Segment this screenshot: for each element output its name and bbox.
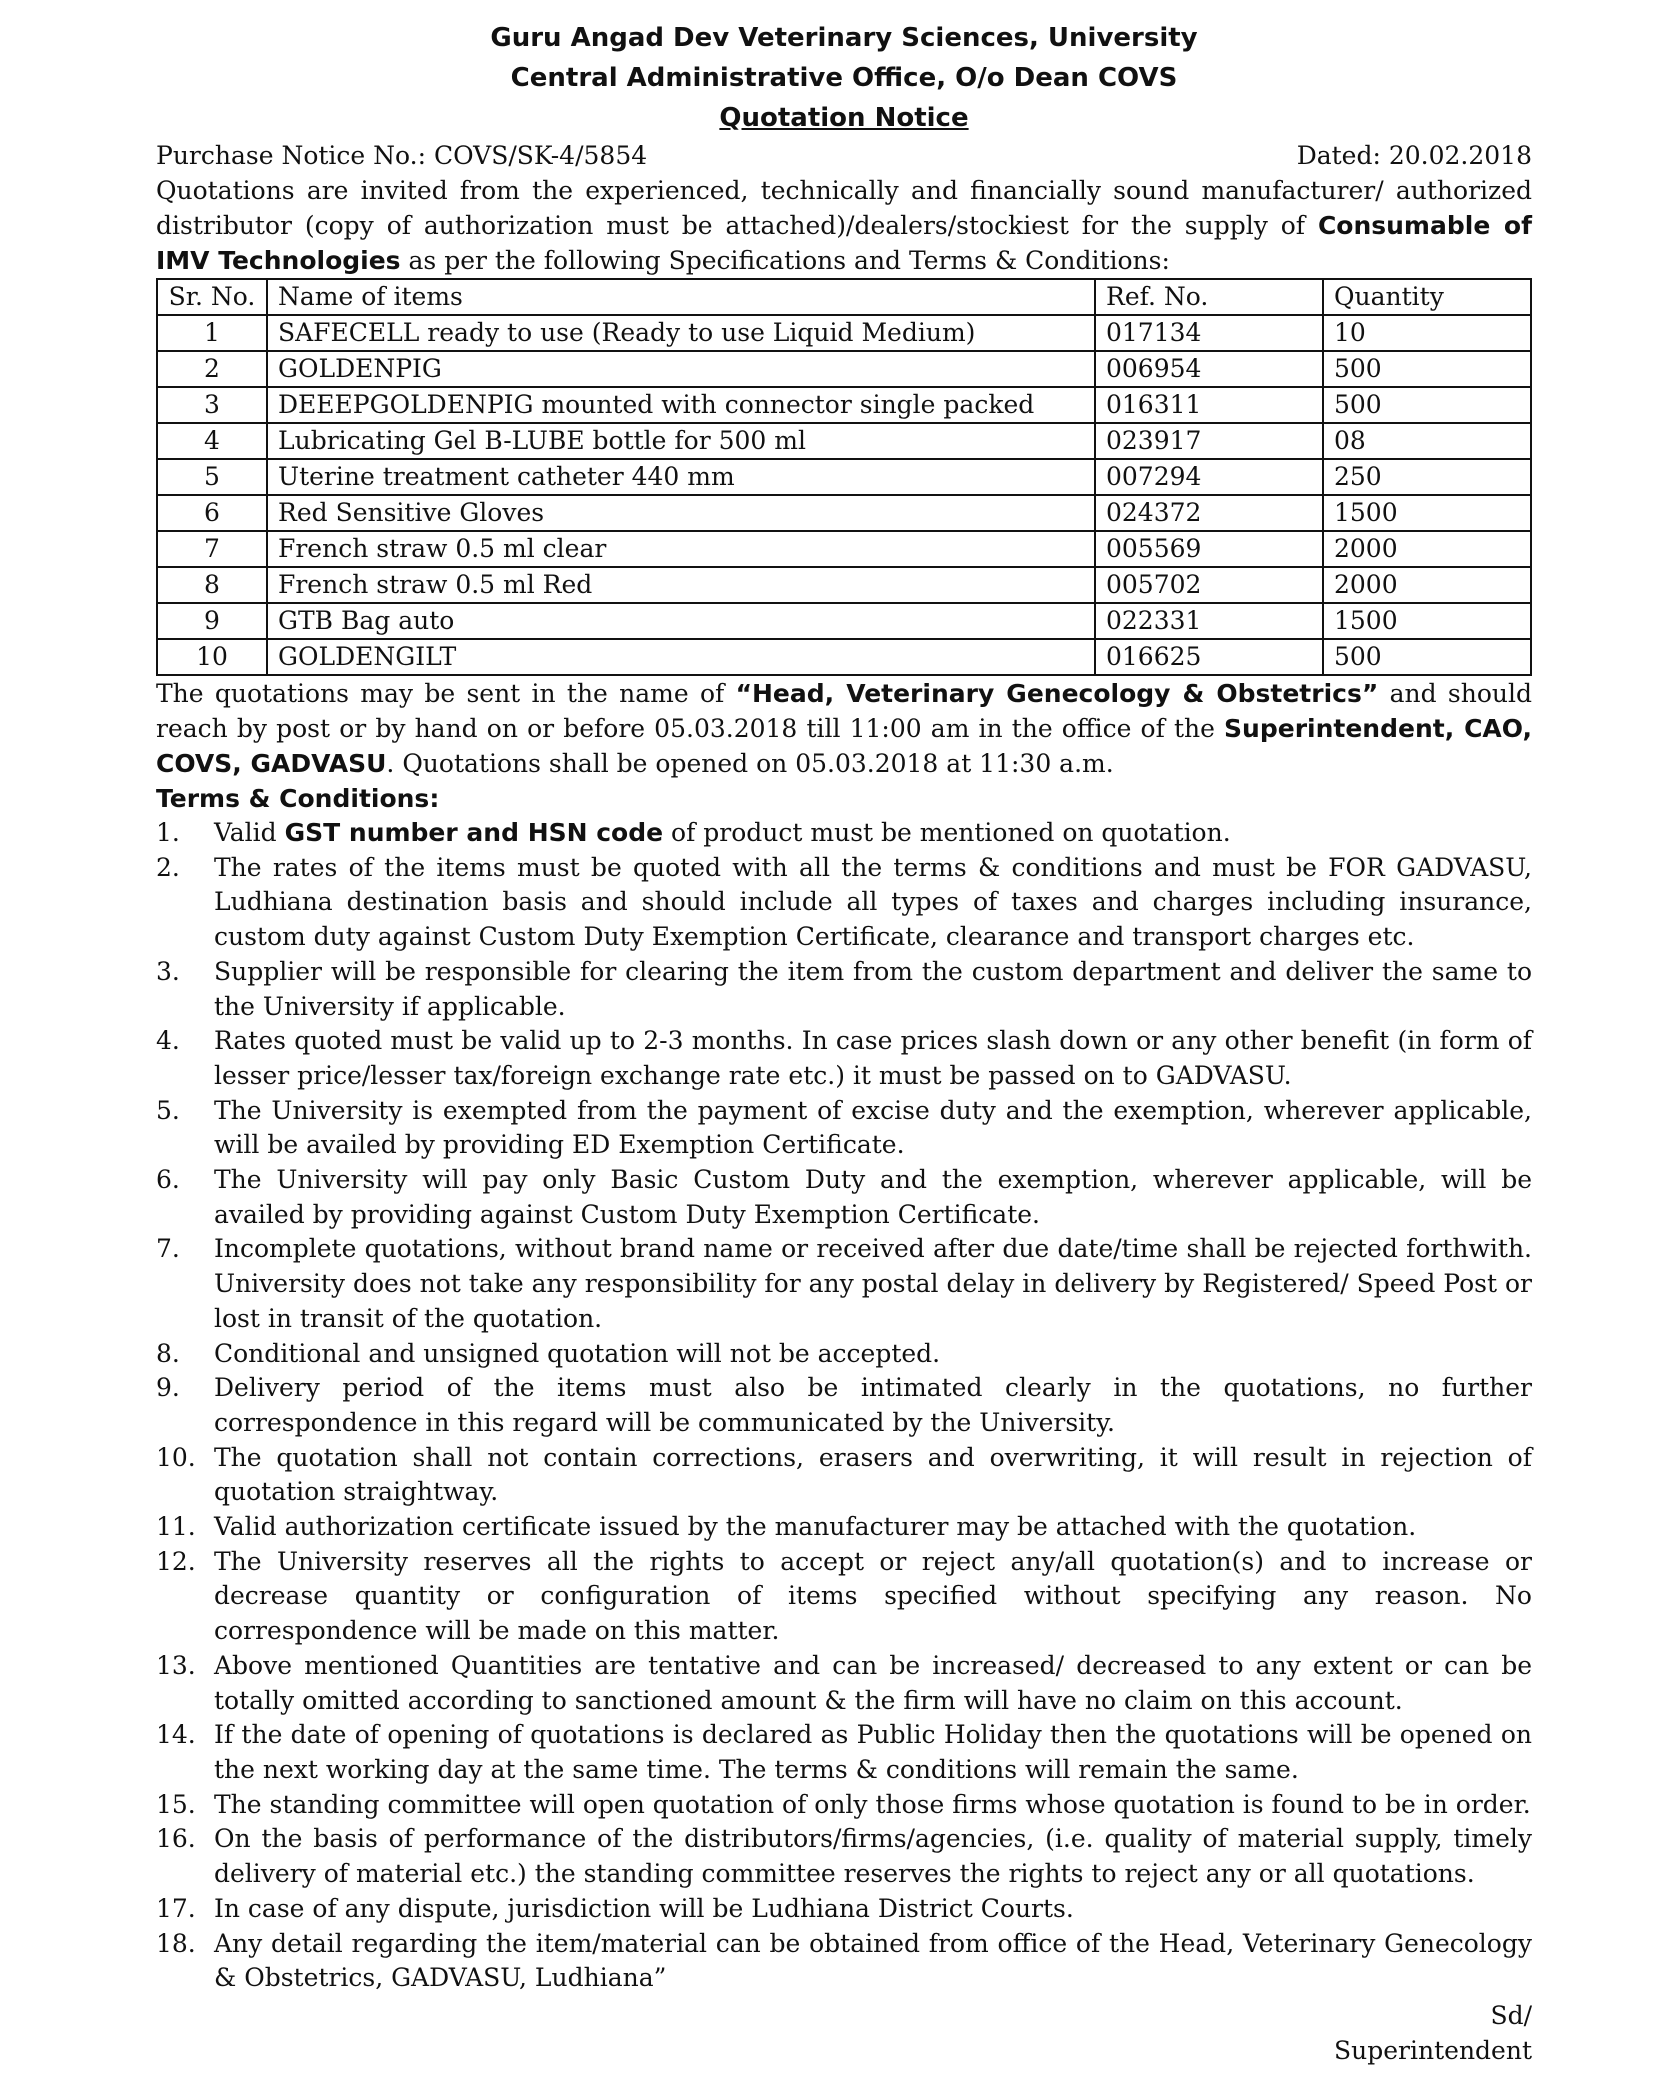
office-name: Central Administrative Office, O/o Dean COVS (510, 63, 1178, 93)
term-number: 13. (156, 1650, 196, 1680)
notice-meta (156, 138, 1532, 173)
term-number: 5. (156, 1095, 180, 1125)
header-quantity: Quantity (1323, 279, 1531, 315)
items-body (157, 315, 1531, 675)
term-text (214, 851, 1532, 955)
term-item (156, 1718, 1532, 1787)
cell-ref-no: 016625 (1095, 639, 1323, 675)
cell-quantity: 08 (1323, 423, 1531, 459)
term-text (214, 1163, 1532, 1232)
term-number: 11. (156, 1512, 196, 1542)
term-item (156, 1371, 1532, 1440)
cell-sr-no: 5 (157, 459, 267, 495)
term-number: 9. (156, 1373, 180, 1403)
term-number: 1. (156, 818, 180, 847)
term-item (156, 1788, 1532, 1823)
term-item (156, 1232, 1532, 1336)
term-number: 17. (156, 1893, 196, 1923)
term-text (214, 1718, 1532, 1787)
term-text-pre: The quotation shall not contain corrections, erasers and overwriting, it will result in rejection of quotation straightway. (214, 1442, 1532, 1507)
term-text-pre: Delivery period of the items must also be intimated clearly in the quotations, no further correspondence in this regard will be communicated by the University. (214, 1373, 1532, 1437)
cell-quantity: 2000 (1323, 531, 1531, 567)
term-text-pre: Incomplete quotations, without brand name or received after due date/time shall be rejected forthwith. University does not take any responsibility for any postal delay in delivery by Registered/ Speed Post or lost in transit of the quotation. (214, 1234, 1532, 1333)
term-number: 16. (156, 1824, 196, 1854)
term-number: 4. (156, 1026, 180, 1056)
cell-item-name: SAFECELL ready to use (Ready to use Liquid Medium) (267, 315, 1095, 351)
term-text (214, 1024, 1532, 1093)
cell-sr-no: 4 (157, 423, 267, 459)
term-item (156, 1441, 1532, 1510)
term-number: 18. (156, 1928, 196, 1958)
cell-ref-no: 005702 (1095, 567, 1323, 603)
cell-ref-no: 016311 (1095, 387, 1323, 423)
term-text-pre: The University is exempted from the payment of excise duty and the exemption, wherever applicable, will be availed by providing ED Exemption Certificate. (214, 1095, 1532, 1160)
cell-ref-no: 022331 (1095, 603, 1323, 639)
cell-sr-no: 7 (157, 531, 267, 567)
term-item (156, 1337, 1532, 1372)
term-number: 8. (156, 1338, 180, 1368)
term-item (156, 1024, 1532, 1093)
signature-block (156, 1998, 1532, 2068)
table-row (157, 387, 1531, 423)
term-text (214, 1892, 1532, 1927)
term-number: 3. (156, 956, 180, 986)
cell-sr-no: 6 (157, 495, 267, 531)
submission-text-3: . Quotations shall be opened on 05.03.2018 at 11:30 a.m. (386, 749, 1114, 778)
term-number: 12. (156, 1546, 196, 1576)
cell-item-name: DEEEPGOLDENPIG mounted with connector single packed (267, 387, 1095, 423)
term-number: 7. (156, 1234, 180, 1264)
items-table (156, 278, 1532, 676)
term-text-pre: Above mentioned Quantities are tentative and can be increased/ decreased to any extent or can be totally omitted according to sanctioned amount & the firm will have no claim on this account. (214, 1650, 1532, 1715)
cell-sr-no: 2 (157, 351, 267, 387)
cell-sr-no: 10 (157, 639, 267, 675)
header-ref-no: Ref. No. (1095, 279, 1323, 315)
term-text-pre: Rates quoted must be valid up to 2-3 months. In case prices slash down or any other benefit (in form of lesser price/lesser tax/foreign exchange rate etc.) it must be passed on to GADVASU. (214, 1026, 1532, 1090)
term-text (214, 1232, 1532, 1336)
university-name: Guru Angad Dev Veterinary Sciences, University (490, 23, 1198, 53)
signature-sd: Sd/ (1490, 2000, 1532, 2030)
term-item (156, 816, 1532, 851)
term-item (156, 1163, 1532, 1232)
table-row (157, 567, 1531, 603)
term-text-pre: Valid authorization certificate issued by the manufacturer may be attached with the quotation. (214, 1512, 1417, 1542)
header-sr-no: Sr. No. (157, 279, 267, 315)
cell-item-name: GOLDENPIG (267, 351, 1095, 387)
header-item-name: Name of items (267, 279, 1095, 315)
submission-bold-2: Superintendent, CAO, COVS, GADVASU (156, 714, 1532, 778)
term-text-pre: The standing committee will open quotation of only those firms whose quotation is found to be in order. (214, 1789, 1531, 1819)
cell-quantity: 500 (1323, 639, 1531, 675)
intro-bold: Consumable of IMV Technologies (156, 211, 1532, 275)
cell-sr-no: 8 (157, 567, 267, 603)
term-item (156, 1927, 1532, 1996)
cell-item-name: Red Sensitive Gloves (267, 495, 1095, 531)
intro-paragraph (156, 173, 1532, 278)
cell-quantity: 500 (1323, 351, 1531, 387)
term-text (214, 1510, 1532, 1545)
cell-ref-no: 023917 (1095, 423, 1323, 459)
term-text-pre: Valid (214, 818, 285, 847)
cell-quantity: 10 (1323, 315, 1531, 351)
term-text-pre: Supplier will be responsible for clearing the item from the custom department and deliver the same to the University if applicable. (214, 956, 1532, 1021)
submission-text-2: and should reach by post or by hand on or before 05.03.2018 till 11:00 am in the office of the (156, 679, 1532, 743)
term-text-pre: The University reserves all the rights to accept or reject any/all quotation(s) and to increase or decrease quantity or configuration of items specified without specifying any reason. No correspondence will be made on this matter. (214, 1546, 1532, 1646)
term-item (156, 1649, 1532, 1718)
term-text (214, 1337, 1532, 1372)
term-number: 10. (156, 1442, 196, 1472)
term-text (214, 816, 1532, 851)
cell-item-name: GOLDENGILT (267, 639, 1095, 675)
term-number: 15. (156, 1789, 196, 1819)
table-row (157, 495, 1531, 531)
term-text-post: of product must be mentioned on quotation. (663, 818, 1231, 847)
term-text (214, 1788, 1532, 1823)
cell-item-name: Uterine treatment catheter 440 mm (267, 459, 1095, 495)
table-header-row (157, 279, 1531, 315)
cell-item-name: French straw 0.5 ml Red (267, 567, 1095, 603)
term-item (156, 1545, 1532, 1649)
cell-item-name: French straw 0.5 ml clear (267, 531, 1095, 567)
table-row (157, 531, 1531, 567)
cell-ref-no: 006954 (1095, 351, 1323, 387)
cell-item-name: GTB Bag auto (267, 603, 1095, 639)
cell-sr-no: 9 (157, 603, 267, 639)
term-text-pre: In case of any dispute, jurisdiction will be Ludhiana District Courts. (214, 1893, 1074, 1923)
table-row (157, 315, 1531, 351)
cell-sr-no: 3 (157, 387, 267, 423)
term-text (214, 1822, 1532, 1891)
submission-bold-1: “Head, Veterinary Genecology & Obstetrics” (735, 679, 1379, 708)
term-item (156, 1510, 1532, 1545)
term-text (214, 1441, 1532, 1510)
cell-ref-no: 005569 (1095, 531, 1323, 567)
term-text-pre: Any detail regarding the item/material can be obtained from office of the Head, Veterinary Genecology & Obstetrics, GADVASU, Ludhiana” (214, 1928, 1532, 1993)
cell-quantity: 500 (1323, 387, 1531, 423)
table-row (157, 423, 1531, 459)
notice-date: Dated: 20.02.2018 (1296, 141, 1532, 170)
cell-sr-no: 1 (157, 315, 267, 351)
notice-page (156, 18, 1532, 2068)
term-text (214, 1927, 1532, 1996)
term-text-pre: The rates of the items must be quoted with all the terms & conditions and must be FOR GADVASU, Ludhiana destination basis and should include all types of taxes and charges including insurance, custom duty against Custom Duty Exemption Certificate, clearance and transport charges etc. (214, 852, 1532, 952)
term-item (156, 1892, 1532, 1927)
table-row (157, 351, 1531, 387)
cell-quantity: 1500 (1323, 495, 1531, 531)
term-text (214, 955, 1532, 1024)
term-text (214, 1094, 1532, 1163)
term-number: 2. (156, 852, 180, 882)
term-text (214, 1545, 1532, 1649)
cell-quantity: 2000 (1323, 567, 1531, 603)
intro-text-2: as per the following Specifications and Terms & Conditions: (400, 246, 1170, 275)
cell-ref-no: 007294 (1095, 459, 1323, 495)
intro-text-1: Quotations are invited from the experienced, technically and financially sound manufacturer/ authorized distributor (copy of authorization must be attached)/dealers/stockiest for the supply of (156, 176, 1532, 240)
term-item (156, 1822, 1532, 1891)
cell-quantity: 250 (1323, 459, 1531, 495)
term-number: 14. (156, 1720, 196, 1750)
term-text (214, 1371, 1532, 1440)
cell-ref-no: 017134 (1095, 315, 1323, 351)
term-item (156, 955, 1532, 1024)
term-text-pre: On the basis of performance of the distributors/firms/agencies, (i.e. quality of material supply, timely delivery of material etc.) the standing committee reserves the rights to reject any or all quotations. (214, 1824, 1532, 1889)
terms-list (156, 816, 1532, 1996)
submission-text-1: The quotations may be sent in the name of (156, 679, 736, 708)
term-text-pre: If the date of opening of quotations is declared as Public Holiday then the quotations will be opened on the next working day at the same time. The terms & conditions will remain the same. (214, 1720, 1532, 1784)
table-row (157, 603, 1531, 639)
notice-number: Purchase Notice No.: COVS/SK-4/5854 (156, 141, 648, 170)
cell-item-name: Lubricating Gel B-LUBE bottle for 500 ml (267, 423, 1095, 459)
submission-paragraph (156, 676, 1532, 781)
terms-title: Terms & Conditions: (156, 784, 440, 813)
term-item (156, 1094, 1532, 1163)
term-text (214, 1649, 1532, 1718)
term-number: 6. (156, 1165, 180, 1195)
cell-quantity: 1500 (1323, 603, 1531, 639)
term-text-pre: The University will pay only Basic Custom Duty and the exemption, wherever applicable, will be availed by providing against Custom Duty Exemption Certificate. (214, 1165, 1532, 1229)
page-title: Quotation Notice (719, 103, 969, 133)
term-text-bold: GST number and HSN code (284, 818, 664, 847)
cell-ref-no: 024372 (1095, 495, 1323, 531)
signature-designation: Superintendent (1334, 2035, 1532, 2065)
table-row (157, 639, 1531, 675)
term-text-pre: Conditional and unsigned quotation will not be accepted. (214, 1338, 941, 1368)
table-row (157, 459, 1531, 495)
term-item (156, 851, 1532, 955)
